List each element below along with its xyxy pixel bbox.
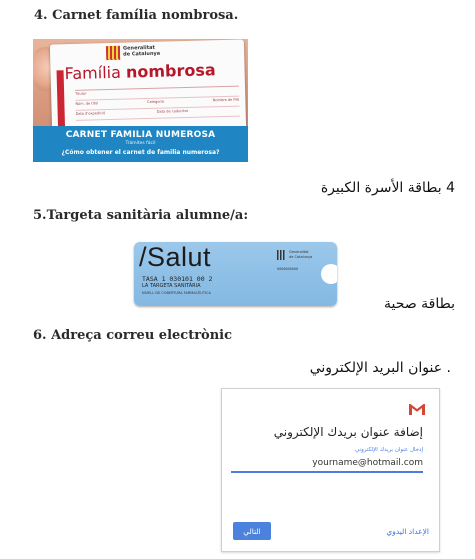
field-label: Data d'expedició	[75, 111, 106, 116]
gmail-icon	[408, 403, 426, 416]
family-title-b: nombrosa	[125, 60, 216, 82]
section-5-heading: 5.Targeta sanitària alumne/a:	[33, 208, 249, 223]
generalitat-text	[123, 45, 160, 58]
generalitat-logo-icon	[106, 46, 120, 60]
family-card-photo	[33, 39, 248, 162]
email-input[interactable]	[231, 455, 423, 473]
salut-logo-text	[289, 250, 312, 259]
section-6-heading: 6. Adreça correu electrònic	[33, 328, 233, 343]
banner-title: CARNET FAMILIA NUMEROSA	[65, 130, 216, 140]
family-title-a: Família	[64, 62, 127, 84]
family-card-title	[64, 60, 244, 83]
section-6-arabic: . عنوان البريد الإلكتروني	[309, 360, 451, 376]
manual-setup-link[interactable]: الإعداد اليدوي	[386, 527, 429, 536]
dialog-title: إضافة عنوان بريدك الإلكتروني	[273, 425, 423, 439]
generalitat-logo-icon	[277, 250, 286, 260]
section-4-arabic: 4 بطاقة الأسرة الكبيرة	[320, 180, 455, 196]
email-field-caption: إدخال عنوان بريدك الإلكتروني	[354, 447, 423, 453]
field-label: Nombre de fills	[212, 97, 240, 103]
card-sub: NIVELL DE COBERTURA FARMACÈUTICA	[142, 291, 211, 295]
section-4-heading: 4. Carnet família nombrosa.	[34, 8, 239, 23]
gen-line-1: Generalitat	[122, 44, 155, 52]
family-card-red-strip	[57, 70, 65, 126]
salut-logo-line-2: de Catalunya	[289, 254, 313, 259]
gen-line-2: de Catalunya	[123, 50, 161, 58]
field-label: Titular	[75, 91, 87, 96]
salut-brand: /Salut	[139, 242, 212, 272]
field-label: Núm. de títol	[75, 101, 99, 106]
card-label: LA TARGETA SANITÀRIA	[142, 283, 201, 289]
family-card	[50, 39, 246, 134]
field-label: Categoria	[146, 99, 165, 105]
salut-logo-line-1: Generalitat	[289, 250, 309, 254]
card-tasa: TASA 1 030101 00 2	[142, 275, 213, 283]
section-5-arabic: بطاقة صحية	[384, 296, 455, 312]
banner-subtitle: Trámites fácil	[125, 141, 156, 146]
next-button[interactable]: التالي	[233, 522, 271, 540]
banner-question: ¿Cómo obtener el carnet de familia numerosa?	[61, 149, 220, 156]
field-label: Data de caducitat	[156, 108, 189, 114]
card-notch	[321, 264, 337, 284]
family-card-fields	[75, 86, 240, 130]
gmail-add-email-dialog	[221, 388, 440, 552]
card-code: 0000000000	[277, 267, 299, 271]
health-card	[134, 242, 337, 306]
